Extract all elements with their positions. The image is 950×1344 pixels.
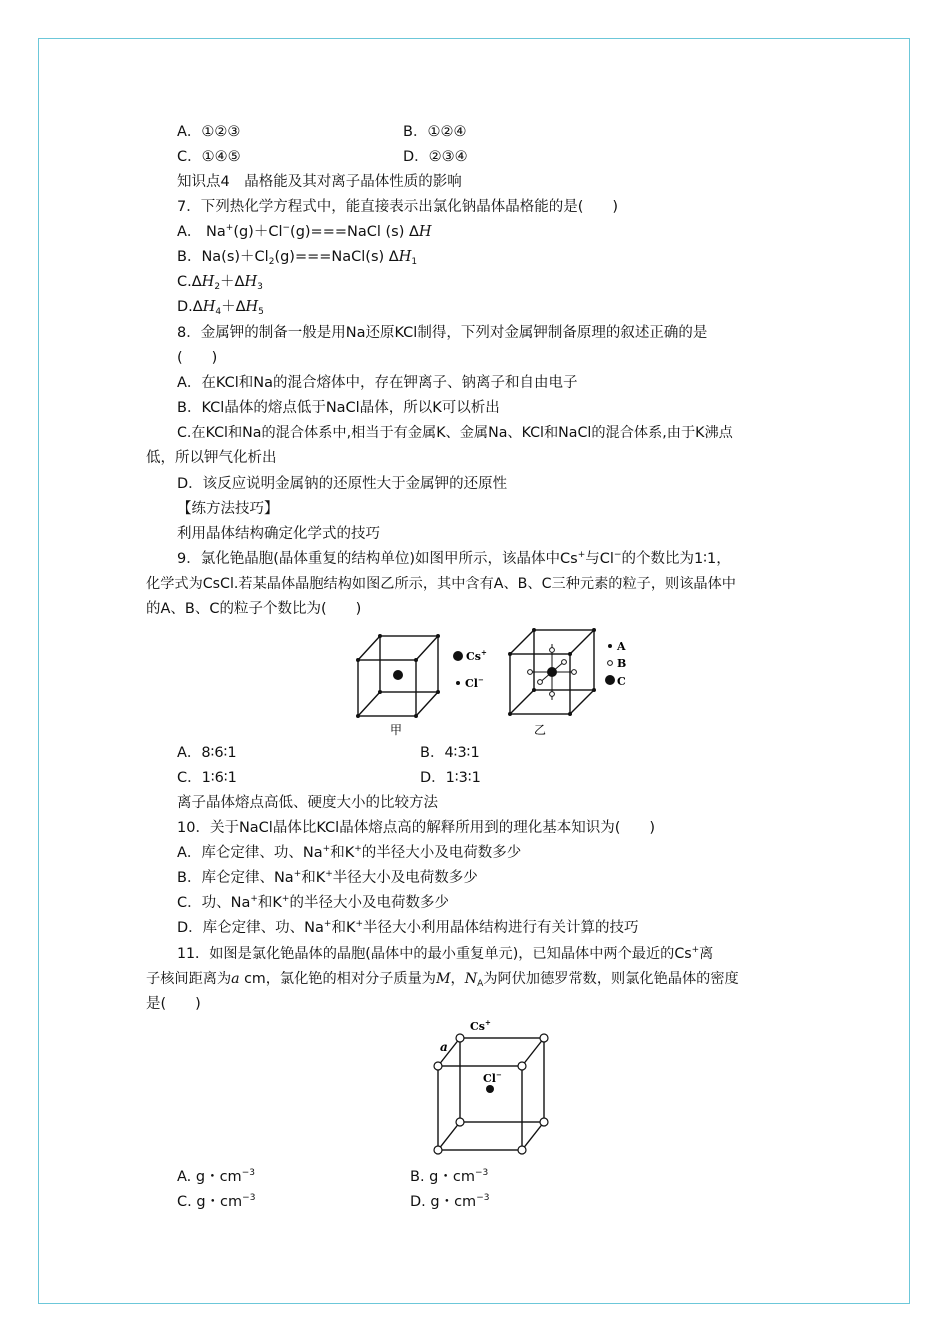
q9-line1: 9．氯化铯晶胞(晶体重复的结构单位)如图甲所示，该晶体中Cs+与Cl−的个数比为1∶1，: [177, 550, 731, 567]
q10-option-d: D．库仑定律、功、Na+和K+半径大小利用晶体结构进行有关计算的技巧: [177, 919, 639, 936]
section-method-skills: 【练方法技巧】: [177, 501, 279, 517]
legend-cl-label: Cl−: [465, 675, 484, 690]
legend-a-label: A: [617, 640, 626, 653]
legend-c-dot: [605, 675, 615, 685]
legend-b-dot: [608, 661, 613, 666]
q8-stem: 8．金属钾的制备一般是用Na还原KCl制得，下列对金属钾制备原理的叙述正确的是: [177, 325, 708, 341]
q7-option-a: A． Na+(g)＋Cl−(g)===NaCl (s) ΔH: [177, 223, 432, 240]
q8-option-a: A．在KCl和Na的混合熔体中，存在钾离子、钠离子和自由电子: [177, 375, 578, 391]
q10-option-b: B．库仑定律、Na+和K+半径大小及电荷数多少: [177, 869, 478, 886]
cs-ion-dot: [393, 670, 403, 680]
edge-a-label: a: [440, 1040, 448, 1054]
q8-option-b: B．KCl晶体的熔点低于NaCl晶体，所以K可以析出: [177, 400, 500, 416]
q11-option-c: C. g・$cm^{-3}$: [177, 1193, 256, 1210]
technique-2-title: 离子晶体熔点高低、硬度大小的比较方法: [177, 795, 438, 811]
q8-option-c-line1: C.在KCl和Na的混合体系中,相当于有金属K、金属Na、KCl和NaCl的混合体系,由于K沸点: [177, 425, 733, 441]
q8-paren: ( ): [177, 350, 218, 366]
figure-yi-caption: 乙: [534, 723, 547, 737]
legend-cs-label: Cs+: [466, 648, 487, 663]
q8-option-c-line2: 低，所以钾气化析出: [146, 450, 277, 466]
figure-jia-cscl-cell: [350, 628, 500, 738]
q10-option-a: A．库仑定律、功、Na+和K+的半径大小及电荷数多少: [177, 844, 522, 861]
q11-line2: 子核间距离为a cm，氯化铯的相对分子质量为M，$N_A$为阿伏加德罗常数，则氯化铯晶体的密度: [146, 971, 739, 989]
q8-option-d: D．该反应说明金属钠的还原性大于金属钾的还原性: [177, 476, 508, 492]
figure-yi-cell: [500, 624, 650, 739]
q11-option-a: A. g・$cm^{-3}$: [177, 1168, 255, 1185]
q7-stem: 7．下列热化学方程式中，能直接表示出氯化钠晶体晶格能的是( ): [177, 199, 619, 215]
q7-option-c: $C.\Delta H_2+\Delta H_3$: [177, 274, 263, 292]
q9-option-d: D．1∶3∶1: [420, 770, 481, 786]
technique-1-title: 利用晶体结构确定化学式的技巧: [177, 526, 380, 542]
q11-line3: 是( ): [146, 996, 201, 1012]
q9-line3: 的A、B、C的粒子个数比为( ): [146, 601, 362, 617]
cs-label: Cs+: [470, 1018, 491, 1033]
q9-option-b: B．4∶3∶1: [420, 745, 480, 761]
c-particle-dot: [547, 667, 557, 677]
q9-line2: 化学式为CsCl.若某晶体晶胞结构如图乙所示，其中含有A、B、C三种元素的粒子，则该晶体中: [146, 576, 736, 592]
q6-option-a: A．①②③: [177, 124, 241, 140]
knowledge-point-4: 知识点4 晶格能及其对离子晶体性质的影响: [177, 174, 462, 190]
figure-jia-caption: 甲: [390, 723, 403, 737]
legend-cs-dot: [453, 651, 463, 661]
q10-option-c: C．功、Na+和K+的半径大小及电荷数多少: [177, 894, 449, 911]
q7-option-b: B．$Na(s)+Cl_2(g)===NaCl(s)$ $\Delta H_1$: [177, 249, 418, 267]
legend-a-dot: [608, 644, 612, 648]
legend-b-label: B: [617, 657, 627, 670]
figure-q11-cscl-cell: [428, 1014, 558, 1159]
q6-option-c: C．①④⑤: [177, 149, 241, 165]
q11-line1: 11．如图是氯化铯晶体的晶胞(晶体中的最小重复单元)，已知晶体中两个最近的Cs+离: [177, 945, 714, 962]
cl-label: Cl−: [483, 1070, 502, 1085]
q9-option-c: C．1∶6∶1: [177, 770, 237, 786]
legend-c-label: C: [617, 675, 626, 688]
q6-option-b: B．①②④: [403, 124, 467, 140]
q10-stem: 10．关于NaCl晶体比KCl晶体熔点高的解释所用到的理化基本知识为( ): [177, 820, 656, 836]
q7-option-d: $D.\Delta H_4+\Delta H_5$: [177, 299, 264, 317]
q11-option-d: D. g・$cm^{-3}$: [410, 1193, 490, 1210]
q6-option-d: D．②③④: [403, 149, 468, 165]
q11-option-b: B. g・$cm^{-3}$: [410, 1168, 489, 1185]
cl-ion-dot: [486, 1085, 494, 1093]
q9-option-a: A．8∶6∶1: [177, 745, 237, 761]
